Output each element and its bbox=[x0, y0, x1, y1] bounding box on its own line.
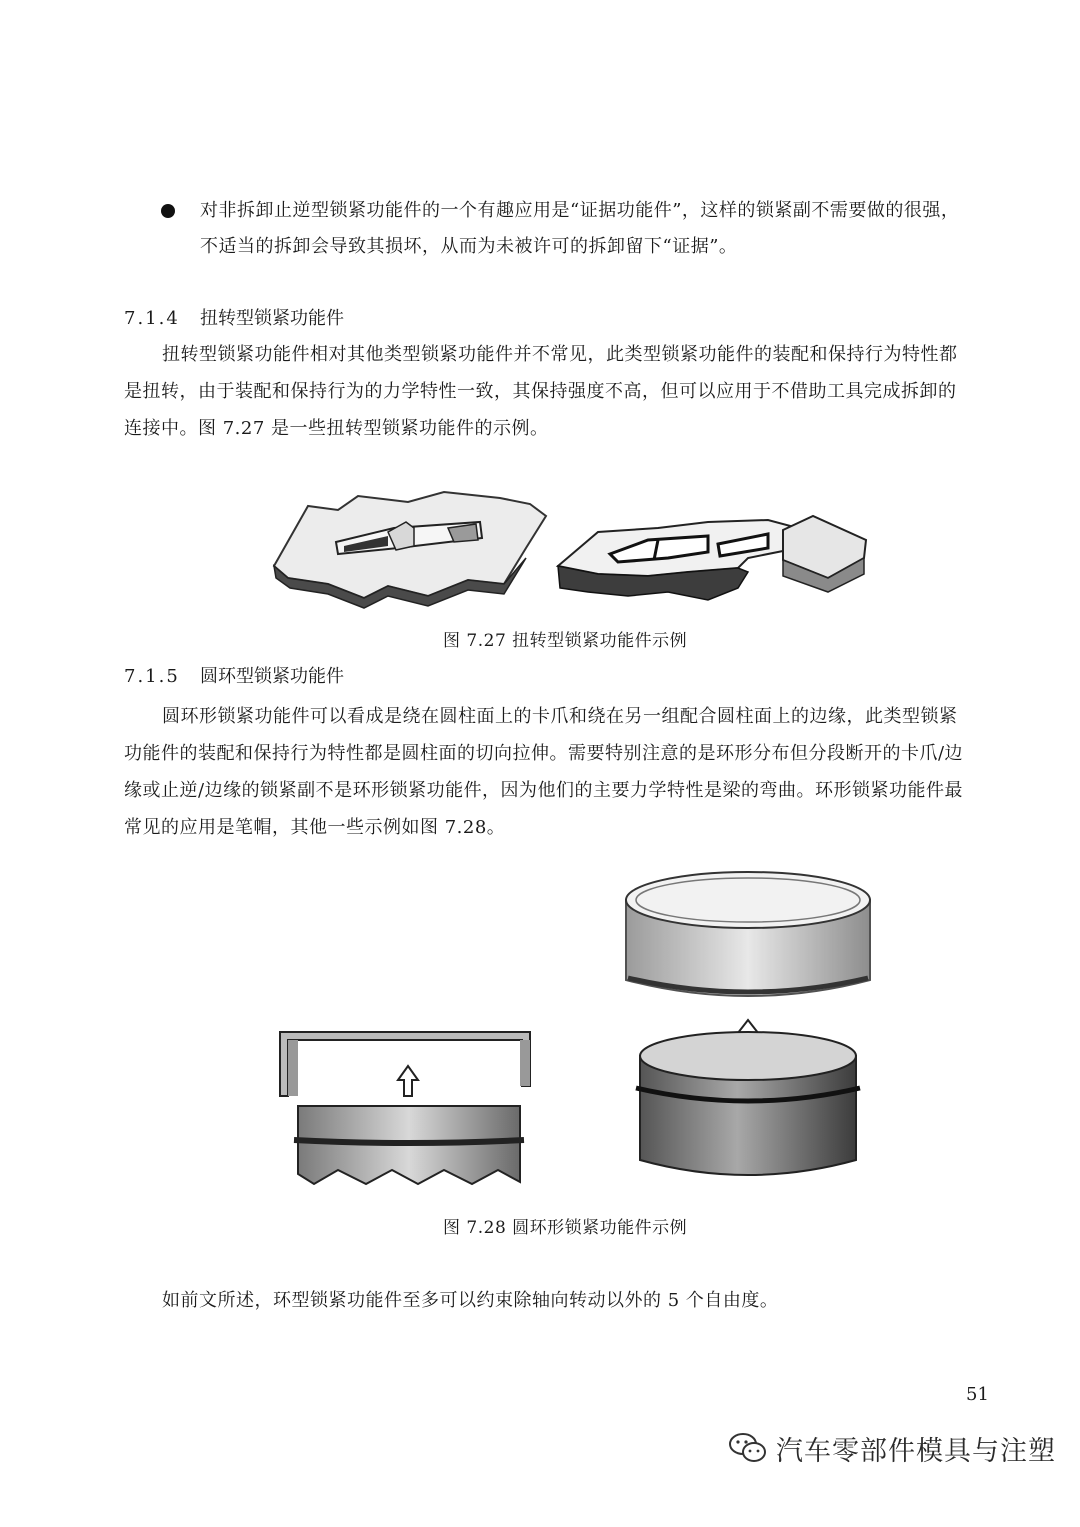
paragraph-line: 扭转型锁紧功能件相对其他类型锁紧功能件并不常见，此类型锁紧功能件的装配和保持行为特性都 bbox=[162, 344, 958, 365]
section-heading-7-1-5 bbox=[124, 667, 344, 687]
figure-7-27-twist-lock-illustration bbox=[268, 488, 872, 610]
closing-paragraph: 如前文所述，环型锁紧功能件至多可以约束除轴向转动以外的 5 个自由度。 bbox=[162, 1290, 779, 1311]
paragraph-line: 圆环形锁紧功能件可以看成是绕在圆柱面上的卡爪和绕在另一组配合圆柱面上的边缘，此类型锁紧 bbox=[162, 706, 958, 727]
paragraph-line: 连接中。图 7.27 是一些扭转型锁紧功能件的示例。 bbox=[124, 418, 549, 439]
section-title: 圆环型锁紧功能件 bbox=[200, 666, 344, 687]
paragraph-line: 功能件的装配和保持行为特性都是圆柱面的切向拉伸。需要特别注意的是环形分布但分段断开的卡爪/边 bbox=[124, 743, 964, 764]
bullet-line-2: 不适当的拆卸会导致其损坏，从而为未被许可的拆卸留下“证据”。 bbox=[200, 236, 738, 257]
bullet-dot bbox=[161, 204, 175, 218]
assembly-arrow-left bbox=[398, 1066, 418, 1096]
bullet-line-1: 对非拆卸止逆型锁紧功能件的一个有趣应用是“证据功能件”，这样的锁紧副不需要做的很强， bbox=[200, 200, 960, 221]
cylinder-left bbox=[294, 1106, 524, 1184]
twist-plate-left bbox=[274, 492, 546, 608]
transparent-cup bbox=[626, 872, 870, 996]
wechat-icon bbox=[728, 1431, 768, 1465]
figure-caption-7-27: 图 7.27 扭转型锁紧功能件示例 bbox=[443, 631, 688, 651]
figure-caption-7-28: 图 7.28 圆环形锁紧功能件示例 bbox=[443, 1218, 688, 1238]
watermark bbox=[728, 1428, 1056, 1468]
page-number: 51 bbox=[966, 1384, 989, 1405]
paragraph-line: 是扭转，由于装配和保持行为的力学特性一致，其保持强度不高，但可以应用于不借助工具完成拆卸的 bbox=[124, 381, 957, 402]
section-number: 7.1.5 bbox=[124, 666, 180, 687]
section-title: 扭转型锁紧功能件 bbox=[200, 308, 344, 329]
watermark-text: 汽车零部件模具与注塑 bbox=[776, 1435, 1056, 1467]
section-number: 7.1.4 bbox=[124, 308, 180, 329]
section-heading-7-1-4 bbox=[124, 309, 344, 329]
cylinder-right bbox=[636, 1032, 860, 1175]
paragraph-line: 缘或止逆/边缘的锁紧副不是环形锁紧功能件，因为他们的主要力学特性是梁的弯曲。环形锁紧功能件最 bbox=[124, 780, 964, 801]
twist-plate-right bbox=[558, 516, 866, 600]
figure-7-28-annular-lock-illustration bbox=[258, 860, 894, 1200]
paragraph-line: 常见的应用是笔帽，其他一些示例如图 7.28。 bbox=[124, 817, 506, 838]
